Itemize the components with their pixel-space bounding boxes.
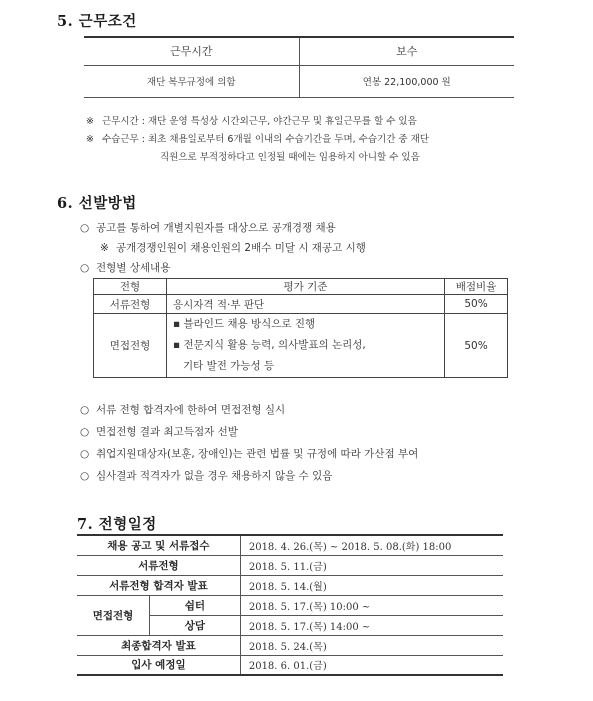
note-text: 근무시간 : 재단 운영 특성상 시간외근무, 야간근무 및 휴일근무를 할 수 있음 <box>102 116 417 127</box>
bullet-no-hire <box>80 468 332 483</box>
note-mark: ※ <box>86 116 94 127</box>
schedule-sublabel: 쉼터 <box>150 595 241 615</box>
note-hours <box>86 113 417 127</box>
col-ratio-header: 배점비율 <box>445 279 508 295</box>
bullet-text: 공개경쟁인원이 채용인원의 2배수 미달 시 재공고 시행 <box>116 242 366 254</box>
note-text: 수습근무 : 최초 채용일로부터 6개월 이내의 수습기간을 두며, 수습기간 중 재단 <box>102 134 429 145</box>
schedule-value: 2018. 6. 01.(금) <box>240 655 503 675</box>
bullet-text: 전형별 상세내용 <box>96 262 171 274</box>
schedule-label: 채용 공고 및 서류접수 <box>77 535 240 555</box>
work-conditions-table <box>84 36 514 98</box>
note-mark: ※ <box>100 242 109 254</box>
bullet-open-recruit <box>80 220 336 235</box>
bullet-text: 심사결과 적격자가 없을 경우 채용하지 않을 수 있음 <box>96 470 333 482</box>
stage-interview: 면접전형 <box>94 314 167 378</box>
note-mark: ※ <box>86 134 94 145</box>
col-criteria-header: 평가 기준 <box>167 279 445 295</box>
schedule-table <box>77 534 503 676</box>
circle-bullet: ○ <box>80 470 90 482</box>
stage-document: 서류전형 <box>94 295 167 314</box>
section6-heading: 6. 선발방법 <box>57 195 137 212</box>
bullet-top-scorer <box>80 424 238 439</box>
schedule-label: 입사 예정일 <box>77 655 240 675</box>
schedule-value: 2018. 5. 17.(목) 10:00 ~ <box>240 595 503 615</box>
schedule-group-label: 면접전형 <box>77 595 150 635</box>
schedule-label: 서류전형 합격자 발표 <box>77 575 240 595</box>
pay-header: 보수 <box>299 37 514 65</box>
circle-bullet: ○ <box>80 426 90 438</box>
section5-heading: 5. 근무조건 <box>57 13 137 30</box>
schedule-value: 2018. 5. 17.(목) 14:00 ~ <box>240 615 503 635</box>
circle-bullet: ○ <box>80 404 90 416</box>
criteria-line: ▪ 블라인드 채용 방식으로 진행 <box>173 318 316 330</box>
schedule-sublabel: 상담 <box>150 615 241 635</box>
note-probation <box>86 131 429 145</box>
schedule-value: 2018. 5. 24.(목) <box>240 635 503 655</box>
bullet-interview-eligibility <box>80 402 285 417</box>
criteria-line: ▪ 전문지식 활용 능력, 의사발표의 논리성, <box>173 339 366 351</box>
schedule-value: 2018. 4. 26.(목) ~ 2018. 5. 08.(화) 18:00 <box>240 535 503 555</box>
bullet-details <box>80 260 170 275</box>
schedule-value: 2018. 5. 14.(월) <box>240 575 503 595</box>
criteria-line: 기타 발전 가능성 등 <box>183 360 275 372</box>
bullet-text: 서류 전형 합격자에 한하여 면접전형 실시 <box>96 404 286 416</box>
selection-criteria-table <box>93 278 508 378</box>
ratio-interview: 50% <box>445 314 508 378</box>
pay-value: 연봉 22,100,000 원 <box>362 77 451 88</box>
bullet-text: 공고를 통하여 개별지원자를 대상으로 공개경쟁 채용 <box>96 222 336 234</box>
circle-bullet: ○ <box>80 222 90 234</box>
bullet-repost-note <box>100 240 366 255</box>
criteria-interview <box>167 314 445 378</box>
circle-bullet: ○ <box>80 262 90 274</box>
circle-bullet: ○ <box>80 448 90 460</box>
hours-header: 근무시간 <box>84 37 299 65</box>
schedule-label: 서류전형 <box>77 555 240 575</box>
hours-value: 재단 복무규정에 의함 <box>84 65 299 97</box>
schedule-label: 최종합격자 발표 <box>77 635 240 655</box>
note-probation-cont: 직원으로 부적정하다고 인정될 때에는 임용하지 아니할 수 있음 <box>160 152 420 163</box>
bullet-bonus-points <box>80 446 418 461</box>
criteria-document: 응시자격 적·부 판단 <box>167 295 445 314</box>
bullet-text: 면접전형 결과 최고득점자 선발 <box>96 426 238 438</box>
schedule-value: 2018. 5. 11.(금) <box>240 555 503 575</box>
col-stage-header: 전형 <box>94 279 167 295</box>
section7-heading: 7. 전형일정 <box>77 516 157 533</box>
bullet-text: 취업지원대상자(보훈, 장애인)는 관련 법률 및 규정에 따라 가산점 부여 <box>96 448 419 460</box>
ratio-document: 50% <box>445 295 508 314</box>
